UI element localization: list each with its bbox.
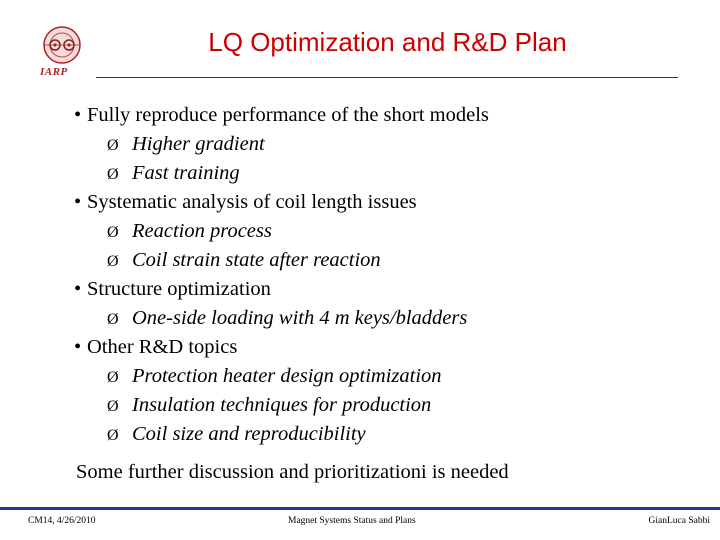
arrow-icon: Ø (107, 311, 119, 328)
sub-item-text: One-side loading with 4 m keys/bladders (132, 307, 468, 329)
bullet-item (74, 333, 714, 362)
sub-item (74, 130, 714, 159)
sub-item (74, 304, 714, 333)
bullet-symbol: • (74, 104, 82, 126)
footer-date: CM14, 4/26/2010 (28, 516, 96, 526)
footer-author: GianLuca Sabbi (648, 516, 710, 526)
arrow-icon: Ø (107, 137, 119, 154)
arrow-icon: Ø (107, 369, 119, 386)
sub-item-text: Reaction process (132, 220, 272, 242)
footer-title: Magnet Systems Status and Plans (288, 516, 416, 526)
sub-item-text: Protection heater design optimization (132, 365, 442, 387)
slide-title: LQ Optimization and R&D Plan (208, 27, 567, 57)
bullet-symbol: • (74, 191, 82, 213)
footer-divider (0, 507, 720, 510)
arrow-icon: Ø (107, 224, 119, 241)
bullet-symbol: • (74, 336, 82, 358)
arrow-icon: Ø (107, 166, 119, 183)
larp-logo-icon (36, 24, 88, 68)
sub-item-text: Insulation techniques for production (132, 394, 432, 416)
sub-item-text: Coil strain state after reaction (132, 249, 381, 271)
logo-text: IARP (40, 66, 68, 78)
arrow-icon: Ø (107, 427, 119, 444)
sub-item-text: Coil size and reproducibility (132, 423, 366, 445)
bullet-item (74, 101, 714, 130)
sub-item (74, 362, 714, 391)
bullet-item (74, 275, 714, 304)
sub-item (74, 420, 714, 449)
sub-item-text: Higher gradient (132, 133, 265, 155)
bullet-text: Structure optimization (87, 278, 271, 300)
arrow-icon: Ø (107, 398, 119, 415)
sub-item (74, 246, 714, 275)
bullet-item (74, 188, 714, 217)
title-underline (96, 77, 678, 78)
bullet-list (74, 101, 714, 449)
bullet-text: Other R&D topics (87, 336, 238, 358)
bullet-symbol: • (74, 278, 82, 300)
closing-note: Some further discussion and prioritizationi is needed (76, 461, 509, 483)
bullet-text: Fully reproduce performance of the short models (87, 104, 489, 126)
sub-item (74, 391, 714, 420)
arrow-icon: Ø (107, 253, 119, 270)
bullet-text: Systematic analysis of coil length issues (87, 191, 417, 213)
sub-item (74, 217, 714, 246)
sub-item (74, 159, 714, 188)
sub-item-text: Fast training (132, 162, 240, 184)
